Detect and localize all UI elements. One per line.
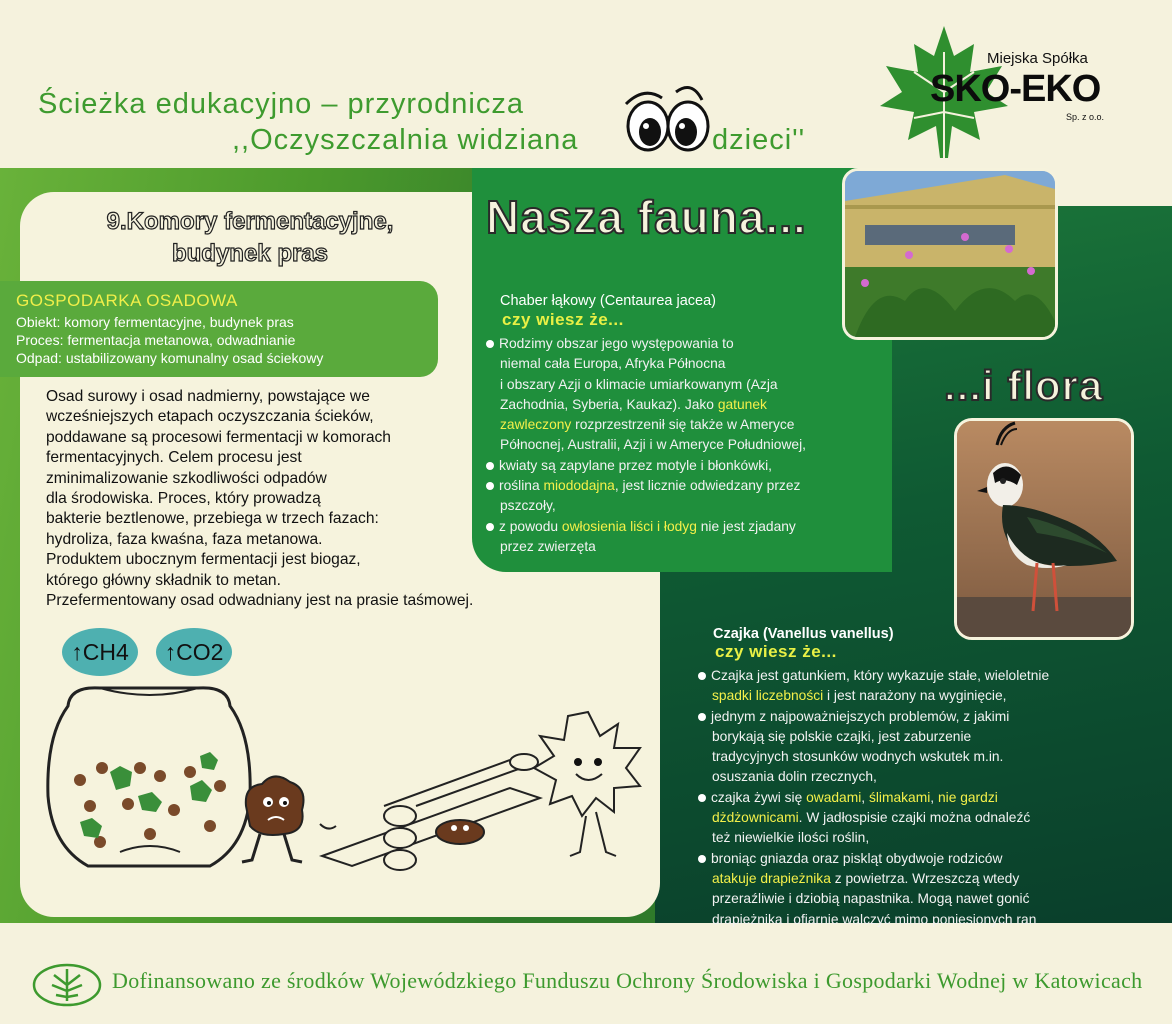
bullet-icon <box>698 794 706 802</box>
info-waste: Odpad: ustabilizowany komunalny osad ściekowy <box>16 350 324 366</box>
section-heading-line2: budynek pras <box>171 240 329 267</box>
fact-highlight: atakuje drapieżnika <box>712 870 831 886</box>
info-object: Obiekt: komory fermentacyjne, budynek pras <box>16 314 294 330</box>
fact-text: roślina <box>499 478 544 494</box>
fact-text: Czajka jest gatunkiem, który wykazuje stałe, wieloletnie <box>711 668 1050 683</box>
fact-text: pszczoły, <box>500 498 556 514</box>
building-photo <box>842 168 1058 340</box>
description-line: zminimalizowanie szkodliwości odpadów <box>46 469 327 487</box>
fact-highlight: miododajna <box>543 478 615 494</box>
fact-text: przeraźliwie i dziobią napastnika. Mogą nawet gonić <box>712 891 1030 907</box>
bullet-icon <box>698 713 706 721</box>
description-line: hydroliza, faza kwaśna, faza metanowa. <box>46 530 323 548</box>
fact-text: i jest narażony na wyginięcie, <box>823 688 1007 704</box>
fact-highlight: nie gardzi <box>937 789 998 805</box>
fact-text: nie jest zjadany <box>696 518 796 534</box>
fact-text: Zachodnia, Syberia, Kaukaz). Jako <box>500 396 718 412</box>
fact-text: też niewielkie ilości roślin, <box>712 830 870 846</box>
fauna-species: Chaber łąkowy (Centaurea jacea) <box>500 293 716 309</box>
fact-text: , <box>930 789 938 805</box>
flora-facts <box>698 666 1049 930</box>
fact-text: przez zwierzęta <box>500 538 596 554</box>
fact-highlight: zawleczony <box>500 417 572 433</box>
fact-text: broniąc gniazda oraz piskląt obydwoje rodziców <box>711 850 1003 866</box>
fact-text: osuszania dolin rzecznych, <box>712 769 877 785</box>
bullet-icon <box>698 855 706 863</box>
bullet-icon <box>486 462 494 470</box>
carbon-dioxide-badge: ↑CO2 <box>156 628 232 676</box>
fact-text: . W jadłospisie czajki można odnaleźć <box>798 810 1031 826</box>
lapwing-photo <box>954 418 1134 640</box>
fact-text: rozprzestrzenił się także w Ameryce <box>571 417 795 433</box>
description-line: fermentacyjnych. Celem procesu jest <box>46 449 302 467</box>
fact-text: i obszary Azji o klimacie umiarkowanym (Azja <box>500 376 778 392</box>
fauna-facts <box>486 334 806 557</box>
fact-text: , jest licznie odwiedzany przez <box>614 478 801 494</box>
bullet-icon <box>486 482 494 490</box>
header-title-line2: ,,Oczyszczalnia widziana <box>232 124 579 156</box>
header-title-line1: Ścieżka edukacyjno – przyrodnicza <box>38 88 524 120</box>
fact-highlight: spadki liczebności <box>712 688 824 704</box>
section-heading-line1: 9.Komory fermentacyjne, <box>106 208 394 235</box>
fact-text: kwiaty są zapylane przez motyle i błonkówki, <box>499 457 772 473</box>
header-title-line3: dzieci'' <box>712 124 806 156</box>
fauna-did-you-know: czy wiesz że... <box>502 310 624 329</box>
building-with-thistles-image <box>845 171 1055 337</box>
description-line: Osad surowy i osad nadmierny, powstające we <box>46 388 370 405</box>
description-line: dla środowiska. Proces, który prowadzą <box>46 490 321 508</box>
flora-did-you-know: czy wiesz że... <box>715 642 837 661</box>
fact-text: z powietrza. Wrzeszczą wtedy <box>830 870 1020 886</box>
info-process: Proces: fermentacja metanowa, odwadnianie <box>16 332 296 348</box>
fact-text: Rodzimy obszar jego występowania to <box>499 336 734 351</box>
fact-highlight: ślimakami <box>868 789 931 805</box>
bullet-icon <box>486 340 494 348</box>
fermentation-tank-icon <box>48 688 250 866</box>
fermentation-illustration <box>40 676 650 896</box>
description-line: którego główny składnik to metan. <box>46 571 281 589</box>
description-line: poddawane są procesowi fermentacji w komorach <box>46 428 391 446</box>
fact-text: niemal cała Europa, Afryka Północna <box>500 356 726 372</box>
description-line: Przefermentowany osad odwadniany jest na prasie taśmowej. <box>46 592 474 610</box>
bullet-icon <box>698 672 706 680</box>
lapwing-bird-image <box>957 421 1131 637</box>
belt-press-icon <box>322 754 540 870</box>
fact-highlight: owłosienia liści i łodyg <box>561 518 697 534</box>
fact-highlight: owadami <box>806 789 862 805</box>
description-line: bakterie beztlenowe, przebiega w trzech fazach: <box>46 510 379 528</box>
fund-logo-icon <box>32 963 102 1007</box>
fact-text: jednym z najpoważniejszych problemów, z jakimi <box>711 708 1010 724</box>
methane-badge: ↑CH4 <box>62 628 138 676</box>
logo-main-text: SKO-EKO <box>930 68 1101 110</box>
section-heading <box>60 206 440 270</box>
fact-highlight: dżdżownicami <box>712 810 799 826</box>
sludge-character-icon <box>242 776 336 862</box>
flora-heading: ...i flora <box>944 362 1104 409</box>
fauna-heading: Nasza fauna... <box>486 191 807 243</box>
fact-text: , <box>861 789 869 805</box>
description-line: Produktem ubocznym fermentacji jest biogaz, <box>46 551 361 569</box>
fact-text: czajka żywi się <box>711 789 807 805</box>
footer-funding-text: Dofinansowano ze środków Wojewódzkiego Funduszu Ochrony Środowiska i Gospodarki Wodnej w Katowicach <box>112 968 1143 993</box>
info-title: GOSPODARKA OSADOWA <box>16 291 238 310</box>
fact-text: drapieżnika i ofiarnie walczyć mimo poniesionych ran <box>712 911 1037 927</box>
fact-text: z powodu <box>499 518 562 534</box>
happy-leaf-character-icon <box>534 712 640 856</box>
fact-text: tradycyjnych stosunków wodnych wskutek m.in. <box>712 749 1004 765</box>
logo-small-text: Miejska Spółka <box>987 50 1088 67</box>
bullet-icon <box>486 523 494 531</box>
description-line: wcześniejszych etapach oczyszczania ścieków, <box>46 408 374 426</box>
fact-highlight: gatunek <box>717 396 767 412</box>
fact-text: Północnej, Australii, Azji i w Ameryce Południowej, <box>500 437 806 453</box>
logo-sub-text: Sp. z o.o. <box>1066 112 1105 122</box>
fact-text: borykają się polskie czajki, jest zaburzenie <box>712 728 972 744</box>
flora-species: Czajka (Vanellus vanellus) <box>713 626 894 642</box>
cartoon-eyes-icon <box>618 82 714 158</box>
